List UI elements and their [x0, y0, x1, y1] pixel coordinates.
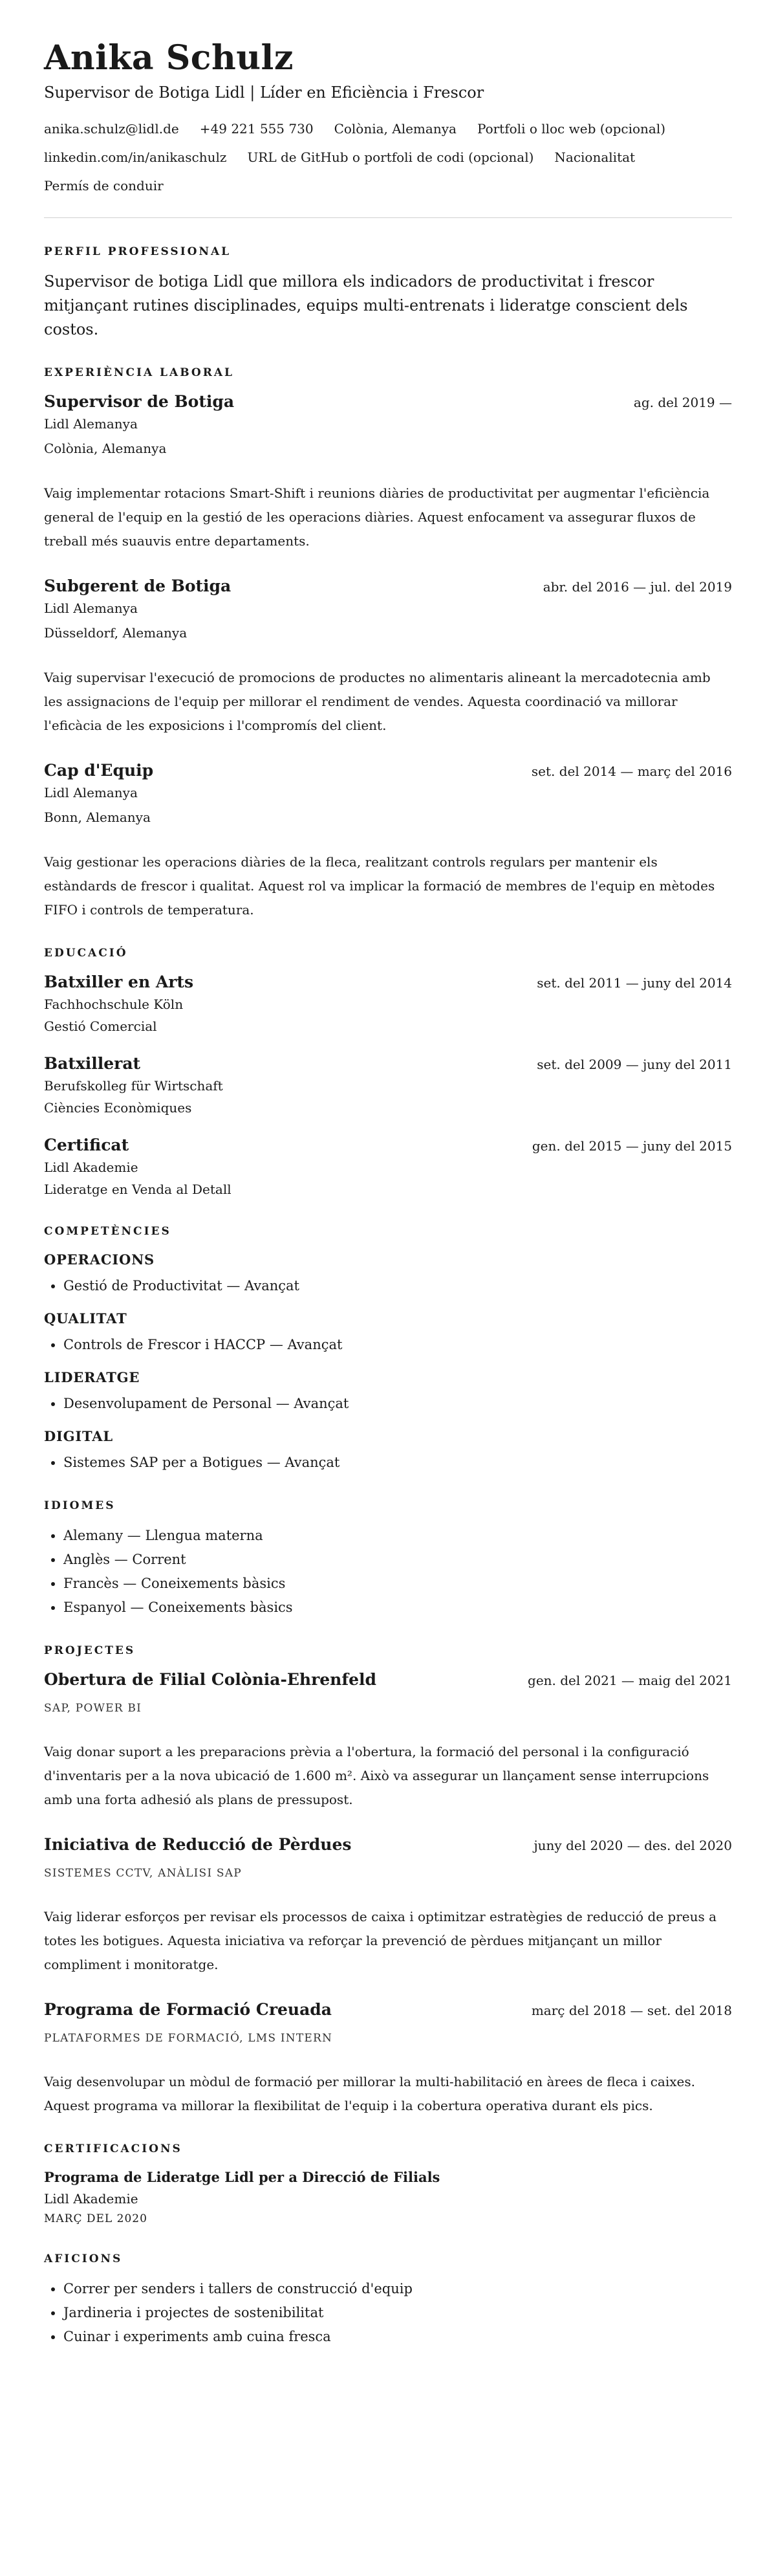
- contact-driving-license: Permís de conduir: [44, 178, 164, 193]
- language-item: • Anglès — Corrent: [63, 1548, 732, 1572]
- contact-portfolio[interactable]: Portfoli o lloc web (opcional): [477, 121, 666, 137]
- study-field: Gestió Comercial: [44, 1018, 157, 1034]
- contact-email[interactable]: anika.schulz@lidl.de: [44, 121, 179, 137]
- hobby-item: • Correr per senders i tallers de construcció d'equip: [63, 2277, 732, 2301]
- project-dates: març del 2018 — set. del 2018: [531, 2003, 732, 2018]
- education-entry: [44, 1053, 732, 1119]
- project-dates: gen. del 2021 — maig del 2021: [528, 1673, 732, 1688]
- skill-category: LIDERATGE: [44, 1369, 140, 1385]
- project-description: Vaig desenvolupar un mòdul de formació per millorar la multi-habilitació en àrees de fleca i caixes. Aquest programa va millorar la flexibilitat de l'equip i la cobertura operativa durant els pics.: [44, 2074, 695, 2113]
- project-entry: [44, 1999, 732, 2118]
- job-company: Lidl Alemanya: [44, 785, 138, 800]
- skill-item: • Controls de Frescor i HACCP — Avançat: [63, 1333, 732, 1357]
- job-title: Cap d'Equip: [44, 761, 154, 780]
- experience-entry: [44, 391, 732, 553]
- school-name: Fachhochschule Köln: [44, 996, 184, 1012]
- school-name: Berufskolleg für Wirtschaft: [44, 1078, 223, 1094]
- study-field: Ciències Econòmiques: [44, 1100, 192, 1116]
- language-item: • Alemany — Llengua materna: [63, 1524, 732, 1548]
- degree-dates: set. del 2011 — juny del 2014: [537, 975, 732, 991]
- language-item: • Espanyol — Coneixements bàsics: [63, 1596, 732, 1620]
- project-technologies: PLATAFORMES DE FORMACIÓ, LMS INTERN: [44, 2032, 333, 2045]
- hobby-item: • Cuinar i experiments amb cuina fresca: [63, 2325, 732, 2349]
- section-title-profile: PERFIL PROFESSIONAL: [44, 245, 232, 258]
- job-location: Düsseldorf, Alemanya: [44, 625, 188, 641]
- section-title-languages: IDIOMES: [44, 1499, 116, 1512]
- skill-list: [44, 1333, 732, 1357]
- contact-linkedin[interactable]: linkedin.com/in/anikaschulz: [44, 149, 227, 165]
- study-field: Lideratge en Venda al Detall: [44, 1182, 232, 1197]
- project-name: Obertura de Filial Colònia-Ehrenfeld: [44, 1670, 376, 1689]
- contact-location: Colònia, Alemanya: [334, 121, 457, 137]
- skill-category: OPERACIONS: [44, 1251, 155, 1268]
- project-description: Vaig liderar esforços per revisar els processos de caixa i optimitzar estratègies de reducció de preus a totes les botigues. Aquesta iniciativa va reforçar la prevenció de pèrdues mitjançant un millor compliment i monitoratge.: [44, 1909, 717, 1972]
- certifications-section: [44, 2141, 732, 2228]
- job-title: Supervisor de Botiga: [44, 392, 235, 411]
- section-title-projects: PROJECTES: [44, 1644, 136, 1657]
- project-entry: [44, 1669, 732, 1812]
- job-dates: abr. del 2016 — jul. del 2019: [543, 579, 732, 595]
- job-location: Colònia, Alemanya: [44, 441, 167, 456]
- education-entry: [44, 971, 732, 1037]
- section-title-hobbies: AFICIONS: [44, 2252, 123, 2265]
- skill-list: [44, 1392, 732, 1416]
- languages-section: [44, 1498, 732, 1620]
- job-description: Vaig implementar rotacions Smart-Shift i reunions diàries de productivitat per augmentar l'eficiència general de l'equip en la gestió de les operacions diàries. Aquest enfocament va assegurar fluxos de treball més suauvis entre departaments.: [44, 485, 710, 549]
- project-dates: juny del 2020 — des. del 2020: [534, 1838, 732, 1853]
- candidate-headline: Supervisor de Botiga Lidl | Líder en Eficiència i Frescor: [44, 83, 484, 102]
- job-dates: set. del 2014 — març del 2016: [531, 764, 732, 779]
- section-title-education: EDUCACIÓ: [44, 947, 128, 960]
- experience-entry: [44, 760, 732, 922]
- contact-list: [44, 119, 732, 195]
- header-divider: [44, 217, 732, 218]
- job-dates: ag. del 2019 —: [633, 395, 732, 410]
- project-name: Iniciativa de Reducció de Pèrdues: [44, 1835, 352, 1854]
- hobbies-section: [44, 2251, 732, 2349]
- hobby-item: • Jardineria i projectes de sostenibilitat: [63, 2301, 732, 2325]
- skill-list: [44, 1274, 732, 1298]
- certification-date: MARÇ DEL 2020: [44, 2212, 147, 2225]
- skill-item: • Gestió de Productivitat — Avançat: [63, 1274, 732, 1298]
- project-description: Vaig donar suport a les preparacions prèvia a l'obertura, la formació del personal i la configuració d'inventaris per a la nova ubicació de 1.600 m². Això va assegurar un llançament sense interrupcions amb una forta adhesió als plans de pressupost.: [44, 1744, 709, 1807]
- job-description: Vaig gestionar les operacions diàries de la fleca, realitzant controls regulars per mantenir els estàndards de frescor i qualitat. Aquest rol va implicar la formació de membres de l'equip en mètodes FIFO i controls de temperatura.: [44, 854, 715, 918]
- job-title: Subgerent de Botiga: [44, 577, 232, 595]
- certification-name: Programa de Lideratge Lidl per a Direcció de Filials: [44, 2169, 440, 2185]
- projects-section: [44, 1643, 732, 2118]
- language-list: [44, 1524, 732, 1620]
- profile-section: [44, 244, 732, 342]
- degree-dates: gen. del 2015 — juny del 2015: [532, 1138, 732, 1154]
- certification-issuer: Lidl Akademie: [44, 2191, 138, 2207]
- job-location: Bonn, Alemanya: [44, 809, 151, 825]
- section-title-certifications: CERTIFICACIONS: [44, 2142, 182, 2155]
- experience-entry: [44, 575, 732, 738]
- skill-item: • Desenvolupament de Personal — Avançat: [63, 1392, 732, 1416]
- degree-title: Batxiller en Arts: [44, 973, 194, 991]
- project-technologies: SISTEMES CCTV, ANÀLISI SAP: [44, 1867, 242, 1880]
- section-title-skills: COMPETÈNCIES: [44, 1225, 171, 1238]
- hobby-list: [44, 2277, 732, 2349]
- degree-title: Certificat: [44, 1136, 129, 1154]
- contact-phone[interactable]: +49 221 555 730: [199, 121, 314, 137]
- profile-summary: Supervisor de botiga Lidl que millora els indicadors de productivitat i frescor mitjançant rutines disciplinades, equips multi-entrenats i lideratge conscient dels costos.: [44, 272, 688, 338]
- school-name: Lidl Akademie: [44, 1160, 138, 1175]
- job-company: Lidl Alemanya: [44, 600, 138, 616]
- project-entry: [44, 1834, 732, 1977]
- resume-header: [44, 38, 732, 195]
- project-name: Programa de Formació Creuada: [44, 2000, 332, 2019]
- language-item: • Francès — Coneixements bàsics: [63, 1572, 732, 1596]
- job-company: Lidl Alemanya: [44, 416, 138, 432]
- degree-dates: set. del 2009 — juny del 2011: [537, 1057, 732, 1072]
- skill-item: • Sistemes SAP per a Botigues — Avançat: [63, 1451, 732, 1475]
- skill-category: DIGITAL: [44, 1428, 113, 1444]
- skill-category: QUALITAT: [44, 1310, 127, 1327]
- degree-title: Batxillerat: [44, 1054, 141, 1073]
- candidate-name: Anika Schulz: [44, 38, 294, 78]
- contact-github[interactable]: URL de GitHub o portfoli de codi (opcional): [247, 149, 534, 165]
- project-technologies: SAP, POWER BI: [44, 1702, 142, 1715]
- skill-list: [44, 1451, 732, 1475]
- education-section: [44, 945, 732, 1200]
- section-title-experience: EXPERIÈNCIA LABORAL: [44, 366, 234, 379]
- contact-nationality: Nacionalitat: [554, 149, 636, 165]
- education-entry: [44, 1134, 732, 1200]
- job-description: Vaig supervisar l'execució de promocions de productes no alimentaris alineant la mercadotecnia amb les assignacions de l'equip per millorar el rendiment de vendes. Aquesta coordinació va millorar l'eficàcia de les exposicions i l'compromís del client.: [44, 670, 711, 733]
- experience-section: [44, 365, 732, 922]
- skills-section: [44, 1224, 732, 1475]
